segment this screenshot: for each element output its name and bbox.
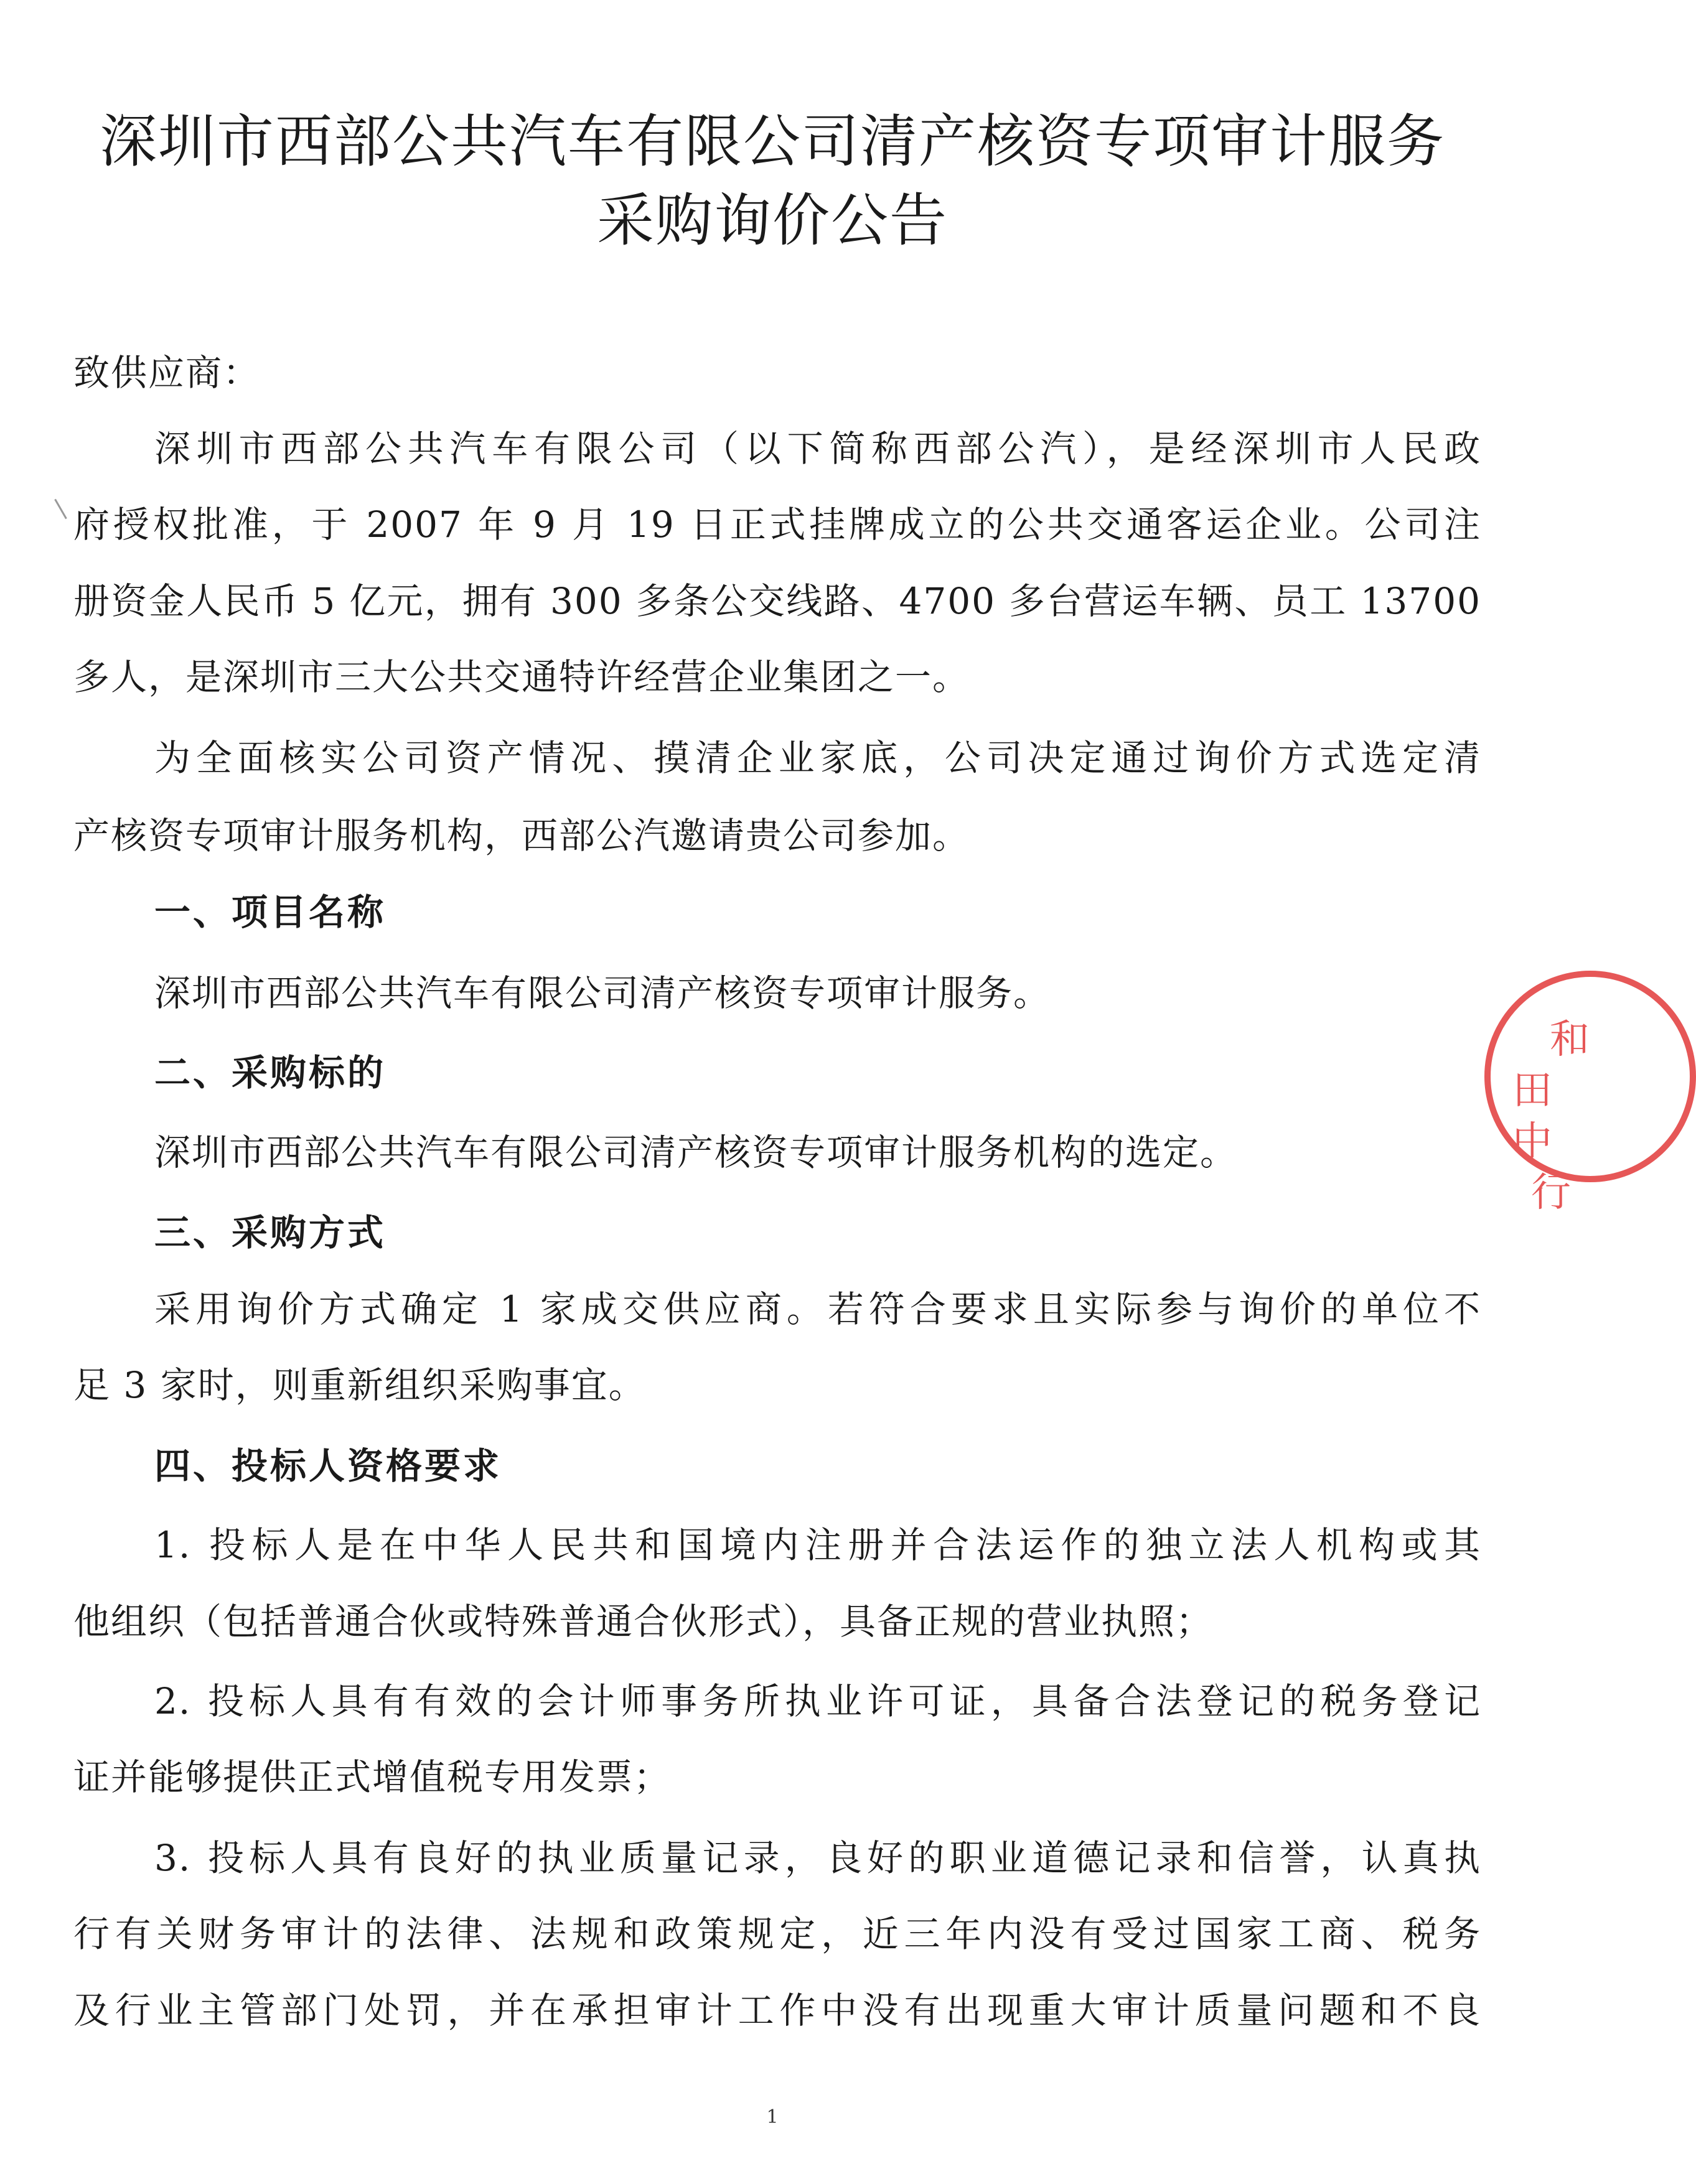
purpose-line-1: 为全面核实公司资产情况、摸清企业家底，公司决定通过询价方式选定清 bbox=[154, 737, 1481, 779]
requirement-3-line-3: 及行业主管部门处罚，并在承担审计工作中没有出现重大审计质量问题和不良 bbox=[73, 1989, 1481, 2032]
intro-line-2: 府授权批准，于 2007 年 9 月 19 日正式挂牌成立的公共交通客运企业。公司注 bbox=[73, 503, 1481, 546]
document-title-line-1: 深圳市西部公共汽车有限公司清产核资专项审计服务 bbox=[99, 108, 1445, 175]
section-3-line-2: 足 3 家时，则重新组织采购事宜。 bbox=[73, 1364, 646, 1406]
seal-char-1: 和 bbox=[1550, 1017, 1590, 1063]
page-number: 1 bbox=[766, 2106, 779, 2128]
requirement-1-line-1: 1. 投标人是在中华人民共和国境内注册并合法运作的独立法人机构或其 bbox=[154, 1524, 1481, 1566]
section-2-heading: 二、采购标的 bbox=[154, 1052, 387, 1094]
section-2-body: 深圳市西部公共汽车有限公司清产核资专项审计服务机构的选定。 bbox=[154, 1131, 1238, 1174]
section-4-heading: 四、投标人资格要求 bbox=[154, 1445, 502, 1487]
intro-line-1: 深圳市西部公共汽车有限公司（以下简称西部公汽），是经深圳市人民政 bbox=[154, 427, 1481, 470]
requirement-1-line-2: 他组织（包括普通合伙或特殊普通合伙形式），具备正规的营业执照； bbox=[73, 1600, 1214, 1643]
requirement-2-line-2: 证并能够提供正式增值税专用发票； bbox=[73, 1756, 672, 1798]
section-3-line-1: 采用询价方式确定 1 家成交供应商。若符合要求且实际参与询价的单位不 bbox=[154, 1288, 1481, 1330]
requirement-3-line-2: 行有关财务审计的法律、法规和政策规定，近三年内没有受过国家工商、税务 bbox=[73, 1913, 1481, 1955]
document-title-line-2: 采购询价公告 bbox=[596, 187, 948, 254]
seal-text bbox=[1512, 1014, 1590, 1218]
salutation: 致供应商： bbox=[73, 352, 261, 394]
intro-line-3: 册资金人民币 5 亿元，拥有 300 多条公交线路、4700 多台营运车辆、员工 13700 bbox=[73, 580, 1481, 622]
company-seal-stamp bbox=[1484, 971, 1696, 1216]
seal-char-3: 中 bbox=[1512, 1119, 1552, 1165]
seal-char-4: 行 bbox=[1531, 1170, 1571, 1216]
section-1-body: 深圳市西部公共汽车有限公司清产核资专项审计服务。 bbox=[154, 972, 1051, 1014]
purpose-line-2: 产核资专项审计服务机构，西部公汽邀请贵公司参加。 bbox=[73, 814, 970, 857]
section-3-heading: 三、采购方式 bbox=[154, 1211, 387, 1254]
requirement-2-line-1: 2. 投标人具有有效的会计师事务所执业许可证，具备合法登记的税务登记 bbox=[154, 1680, 1481, 1722]
section-1-heading: 一、项目名称 bbox=[154, 891, 387, 933]
seal-char-2: 田 bbox=[1512, 1068, 1552, 1114]
scan-margin-mark bbox=[54, 499, 67, 520]
requirement-3-line-1: 3. 投标人具有良好的执业质量记录，良好的职业道德记录和信誉，认真执 bbox=[154, 1837, 1481, 1879]
intro-line-4: 多人，是深圳市三大公共交通特许经营企业集团之一。 bbox=[73, 656, 970, 698]
